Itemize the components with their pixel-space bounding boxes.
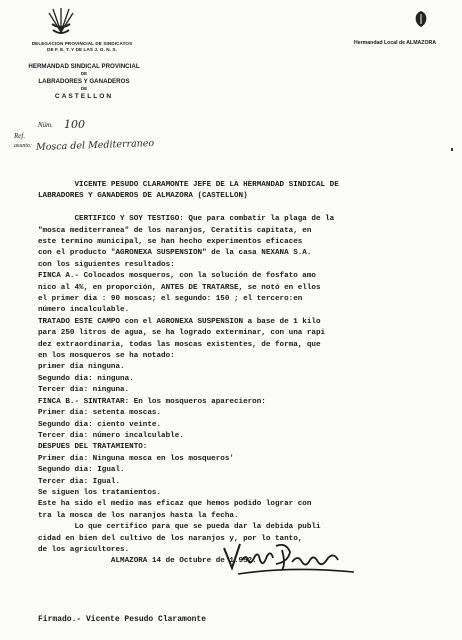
footer-signed-by: Firmado.- Vicente Pesudo Claramonte <box>38 615 207 624</box>
body-line: TRATADO ESTE CAMPO con el AGRONEXA SUSPENSION a base de 1 kilo <box>38 317 321 326</box>
org-small-line-1: DELEGACION PROVINCIAL DE SINDICATOS <box>31 41 133 46</box>
handwritten-signature <box>220 538 360 578</box>
body-line: Primer dia: setenta moscas. <box>38 409 162 418</box>
body-line: en los mosqueros se ha notado: <box>38 352 175 361</box>
body-line: CERTIFICO Y SOY TESTIGO: Que para combatir la plaga de la <box>38 215 335 224</box>
org-name-line-2: DE <box>80 71 88 76</box>
body-line: Tercer dia: número incalculable. <box>38 431 184 440</box>
body-line: para 250 litros de agua, se ha logrado exterminar, con una rapi <box>38 329 326 338</box>
body-line: este termino municipal, se han hecho experimentos eficaces <box>38 238 303 247</box>
body-line: Tercer dia: Igual. <box>38 477 121 486</box>
body-line: LABRADORES Y GANADEROS DE ALMAZORA (CASTELLON) <box>38 192 248 201</box>
body-line: con el producto "AGRONEXA SUSPENSION" de la casa NEXANA S.A. <box>38 249 312 258</box>
org-name-line-4: DE <box>80 86 88 91</box>
org-name <box>4 62 164 101</box>
ink-speck <box>451 148 453 151</box>
body-line: FINCA B.- SINTRATAR: En los mosqueros aparecieron: <box>38 397 266 406</box>
body-line: Lo que certifico para que se pueda dar la debida publi <box>38 523 321 532</box>
org-small-text <box>12 41 152 53</box>
body-line: cidad en bien del cultivo de los naranjos y, por lo tanto, <box>38 534 303 543</box>
body-line: número incalculable. <box>38 306 130 315</box>
body-line: Tercer dia: ninguna. <box>38 386 130 395</box>
yoke-and-arrows-emblem <box>48 6 74 38</box>
body-line: el primer dia : 90 moscas; el segundo: 150 ; el tercero:en <box>38 295 303 304</box>
body-line: Segundo dia: Igual. <box>38 466 125 475</box>
hermandad-local-title: Hermandad Local de ALMAZORA <box>354 40 436 46</box>
body-line: primer dia ninguna. <box>38 363 125 372</box>
body-line: Segundo dia: ciento veinte. <box>38 420 162 429</box>
asunto-label: asunto: <box>14 143 32 149</box>
org-name-line-1: HERMANDAD SINDICAL PROVINCIAL <box>28 63 140 70</box>
body-line: "mosca mediterranea" de los naranjos, Ceratitis capitata, en <box>38 226 312 235</box>
body-line: DESPUES DEL TRATAMIENTO: <box>38 443 148 452</box>
asunto-value: Mosca del Mediterraneo <box>35 137 155 154</box>
body-line: Este ha sido el medio mas eficaz que hemos podido lograr con <box>38 500 312 509</box>
body-line: tra la mosca de los naranjos hasta la fecha. <box>38 511 239 520</box>
body-line: dez extraordinaria, todas las moscas existentes, de forma, que <box>38 340 321 349</box>
shield-emblem-icon <box>414 10 428 28</box>
body-line <box>38 203 456 214</box>
body-line: de los agricultores. <box>38 545 130 554</box>
org-small-line-2: DE F. E. T. Y DE LAS J. O. N. S. <box>47 47 117 52</box>
body-line: FINCA A.- Colocados mosqueros, con la solución de fosfato amo <box>38 272 316 281</box>
body-line: Se siguen los tratamientos. <box>38 488 162 497</box>
body-line: VICENTE PESUDO CLARAMONTE JEFE DE LA HERMANDAD SINDICAL DE <box>38 181 339 189</box>
ref-label: Ref. <box>14 132 26 140</box>
org-city: CASTELLON <box>54 93 114 100</box>
num-label: Núm. <box>38 121 53 129</box>
num-value: 100 <box>64 118 85 131</box>
body-line: Primer dia: Ninguna mosca en los mosqueros' <box>38 454 234 463</box>
certificate-body <box>38 180 456 568</box>
body-line: nico al 4%, en proporción, ANTES DE TRATARSE, se notó en ellos <box>38 283 321 292</box>
body-line: ALMAZORA 14 de Octubre de 1.952. <box>38 557 257 566</box>
org-name-line-3: LABRADORES Y GANADEROS <box>38 78 130 85</box>
body-line: Segundo dia: ninguna. <box>38 374 134 383</box>
body-line: con los siguientes resultados: <box>38 260 175 269</box>
